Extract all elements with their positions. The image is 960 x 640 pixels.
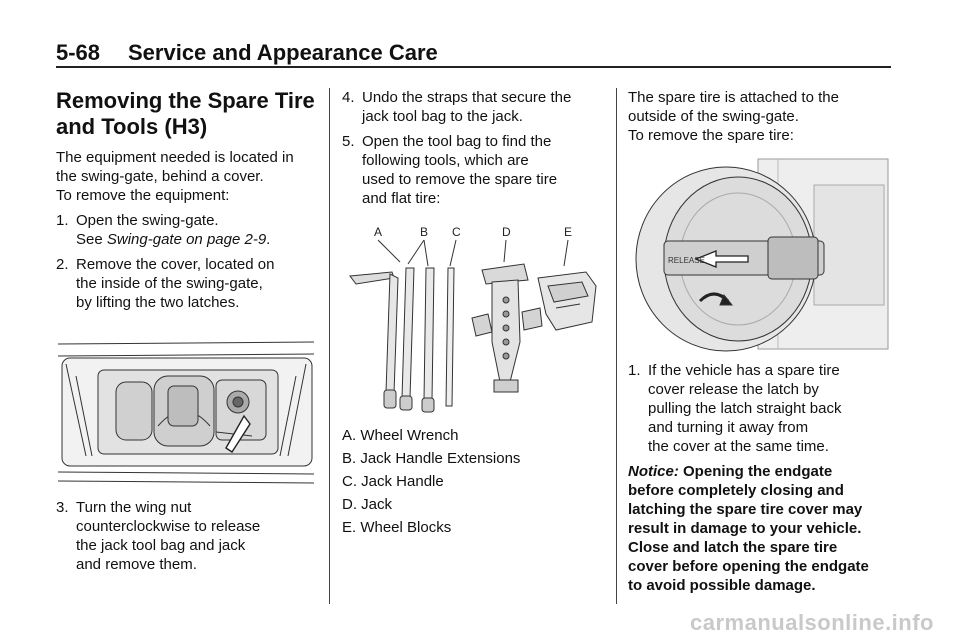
see-label: See — [76, 231, 103, 248]
step-text: jack tool bag to the jack. — [362, 108, 523, 125]
step-text: Remove the cover, located on — [76, 256, 275, 273]
tool-list — [342, 426, 604, 537]
step-5 — [342, 132, 604, 208]
step-text: used to remove the spare tire — [362, 171, 558, 188]
tool-letter-a: A — [374, 225, 383, 239]
step-text: the cover at the same time. — [648, 438, 829, 455]
page-reference-link[interactable]: Swing-gate on page 2-9 — [106, 231, 267, 248]
section-title: Service and Appearance Care — [128, 40, 438, 65]
tools-figure — [342, 222, 604, 418]
step-text: cover release the latch by — [648, 381, 819, 398]
release-label: RELEASE — [668, 256, 705, 265]
notice-label: Notice: — [628, 463, 679, 480]
spare-tire-intro — [628, 88, 890, 145]
column-1 — [56, 88, 318, 580]
tool-item-a: A. Wheel Wrench — [342, 427, 459, 444]
tool-item-d: D. Jack — [342, 496, 393, 513]
tool-letter-b: B — [420, 225, 429, 239]
section-heading — [56, 88, 318, 140]
notice-line: cover before opening the endgate — [628, 558, 869, 575]
ref-end: . — [266, 231, 271, 248]
intro-line: The equipment needed is located in — [56, 149, 294, 166]
step-text: following tools, which are — [362, 152, 529, 169]
column-divider-1 — [329, 88, 330, 604]
step-number: 1. — [628, 362, 641, 379]
column-2 — [342, 88, 604, 541]
step-text: Turn the wing nut — [76, 499, 192, 516]
tool-letter-c: C — [452, 225, 461, 239]
step-number: 4. — [342, 89, 355, 106]
notice-line: to avoid possible damage. — [628, 577, 816, 594]
step-text: by lifting the two latches. — [76, 294, 240, 311]
step-number: 3. — [56, 499, 69, 516]
step-2 — [56, 255, 318, 312]
tool-letter-e: E — [564, 225, 573, 239]
swing-gate-figure — [56, 336, 318, 486]
step-text: and flat tire: — [362, 190, 441, 207]
intro-paragraph — [56, 148, 318, 205]
notice-line: Close and latch the spare tire — [628, 539, 838, 556]
step-1-spare — [628, 361, 890, 456]
step-number: 2. — [56, 256, 69, 273]
notice-block — [628, 462, 890, 595]
spare-tire-figure — [628, 155, 890, 355]
notice-line: before completely closing and — [628, 482, 844, 499]
step-text: Open the tool bag to find the — [362, 133, 552, 150]
column-divider-2 — [616, 88, 617, 604]
step-3 — [56, 498, 318, 574]
heading-line-1: Removing the Spare Tire — [56, 88, 315, 113]
intro-line: outside of the swing-gate. — [628, 108, 799, 125]
step-text: and turning it away from — [648, 419, 809, 436]
step-1 — [56, 211, 318, 249]
step-number: 5. — [342, 133, 355, 150]
tool-item-c: C. Jack Handle — [342, 473, 444, 490]
intro-line: To remove the spare tire: — [628, 127, 794, 144]
intro-line: the swing-gate, behind a cover. — [56, 168, 264, 185]
heading-line-2: and Tools (H3) — [56, 114, 208, 139]
column-3 — [628, 88, 890, 595]
step-text: Open the swing-gate. — [76, 212, 219, 229]
step-text: counterclockwise to release — [76, 518, 261, 535]
notice-line: result in damage to your vehicle. — [628, 520, 862, 537]
tool-letter-d: D — [502, 225, 511, 239]
tool-item-e: E. Wheel Blocks — [342, 519, 452, 536]
header-rule — [56, 66, 891, 68]
step-number: 1. — [56, 212, 69, 229]
tool-item-b: B. Jack Handle Extensions — [342, 450, 521, 467]
step-text: pulling the latch straight back — [648, 400, 842, 417]
notice-line: latching the spare tire cover may — [628, 501, 863, 518]
step-text: If the vehicle has a spare tire — [648, 362, 840, 379]
notice-line: Opening the endgate — [683, 463, 833, 480]
page-header — [56, 40, 890, 66]
watermark: carmanualsonline.info — [690, 610, 934, 635]
step-4 — [342, 88, 604, 126]
step-text: Undo the straps that secure the — [362, 89, 572, 106]
intro-line: The spare tire is attached to the — [628, 89, 839, 106]
step-text: the jack tool bag and jack — [76, 537, 246, 554]
step-text: and remove them. — [76, 556, 197, 573]
step-text: the inside of the swing-gate, — [76, 275, 263, 292]
intro-line: To remove the equipment: — [56, 187, 230, 204]
page-number: 5-68 — [56, 40, 101, 65]
